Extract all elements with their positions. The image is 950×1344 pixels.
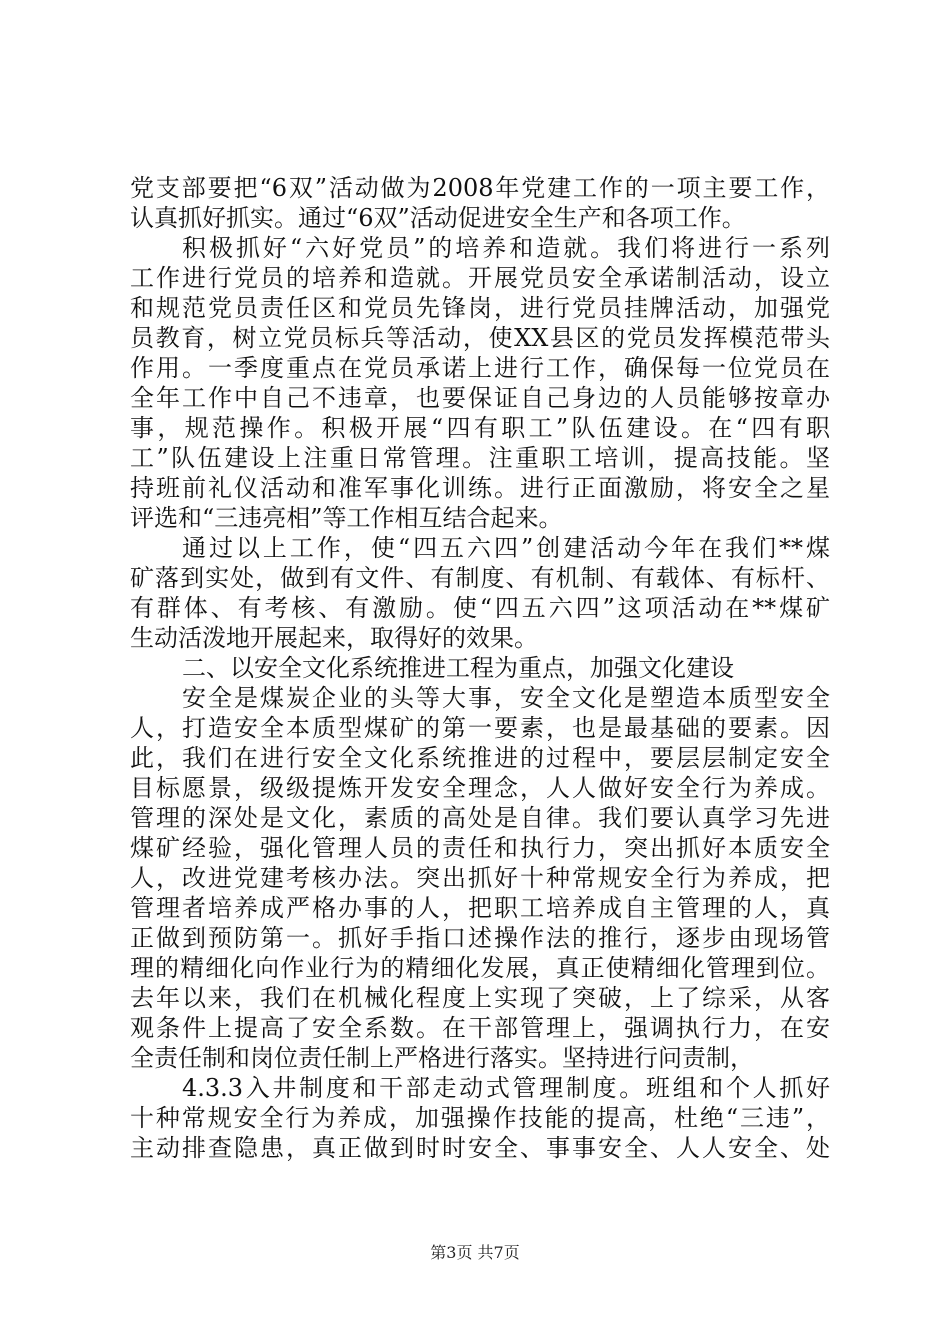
text-line: 目标愿景，级级提炼开发安全理念，人人做好安全行为养成。: [130, 774, 830, 802]
text-line: 观条件上提高了安全系数。在干部管理上，强调执行力，在安: [130, 1014, 830, 1042]
text-line: 持班前礼仪活动和准军事化训练。进行正面激励，将安全之星: [130, 474, 830, 502]
text-line: 矿落到实处，做到有文件、有制度、有机制、有载体、有标杆、: [130, 564, 830, 592]
text-line: 人，改进党建考核办法。突出抓好十种常规安全行为养成，把: [130, 864, 830, 892]
text-line: 人，打造安全本质型煤矿的第一要素，也是最基础的要素。因: [130, 714, 830, 742]
text-line: 4.3.3入井制度和干部走动式管理制度。班组和个人抓好: [182, 1074, 830, 1102]
document-body: [130, 173, 830, 1163]
section-heading: [130, 653, 830, 683]
paragraph: [130, 173, 830, 233]
text-line: 评选和“三违亮相”等工作相互结合起来。: [130, 504, 563, 532]
text-line: 积极抓好“六好党员”的培养和造就。我们将进行一系列: [182, 234, 830, 262]
text-line: 安全是煤炭企业的头等大事，安全文化是塑造本质型安全: [182, 684, 830, 712]
text-line: 去年以来，我们在机械化程度上实现了突破，上了综采，从客: [130, 984, 830, 1012]
paragraph: [130, 1073, 830, 1163]
text-line: 通过以上工作，使“四五六四”创建活动今年在我们**煤: [182, 534, 830, 562]
text-line: 作用。一季度重点在党员承诺上进行工作，确保每一位党员在: [130, 354, 830, 382]
text-line: 事，规范操作。积极开展“四有职工”队伍建设。在“四有职: [130, 414, 830, 442]
text-line: 二、以安全文化系统推进工程为重点，加强文化建设: [182, 654, 734, 682]
text-line: 煤矿经验，强化管理人员的责任和执行力，突出抓好本质安全: [130, 834, 830, 862]
text-line: 主动排查隐患，真正做到时时安全、事事安全、人人安全、处: [130, 1134, 830, 1162]
text-line: 全责任制和岗位责任制上严格进行落实。坚持进行问责制，: [130, 1044, 754, 1072]
text-line: 认真抓好抓实。通过“6双”活动促进安全生产和各项工作。: [130, 204, 746, 232]
paragraph: [130, 533, 830, 653]
text-line: 理的精细化向作业行为的精细化发展，真正使精细化管理到位。: [130, 954, 830, 982]
text-line: 全年工作中自己不违章，也要保证自己身边的人员能够按章办: [130, 384, 830, 412]
text-line: 员教育，树立党员标兵等活动，使XX县区的党员发挥模范带头: [130, 324, 830, 352]
text-line: 工”队伍建设上注重日常管理。注重职工培训，提高技能。坚: [130, 444, 830, 472]
text-line: 此，我们在进行安全文化系统推进的过程中，要层层制定安全: [130, 744, 830, 772]
text-line: 管理者培养成严格办事的人，把职工培养成自主管理的人，真: [130, 894, 830, 922]
text-line: 工作进行党员的培养和造就。开展党员安全承诺制活动，设立: [130, 264, 830, 292]
page-number: 第3页 共7页: [430, 1243, 520, 1262]
paragraph: [130, 233, 830, 533]
text-line: 党支部要把“6双”活动做为2008年党建工作的一项主要工作，: [130, 174, 830, 202]
text-line: 生动活泼地开展起来，取得好的效果。: [130, 624, 538, 652]
paragraph: [130, 683, 830, 1073]
text-line: 和规范党员责任区和党员先锋岗，进行党员挂牌活动，加强党: [130, 294, 830, 322]
text-line: 管理的深处是文化，素质的高处是自律。我们要认真学习先进: [130, 804, 830, 832]
text-line: 十种常规安全行为养成，加强操作技能的提高，杜绝“三违”，: [130, 1104, 830, 1132]
page-footer: [0, 1240, 950, 1263]
text-line: 有群体、有考核、有激励。使“四五六四”这项活动在**煤矿: [130, 594, 830, 622]
text-line: 正做到预防第一。抓好手指口述操作法的推行，逐步由现场管: [130, 924, 830, 952]
